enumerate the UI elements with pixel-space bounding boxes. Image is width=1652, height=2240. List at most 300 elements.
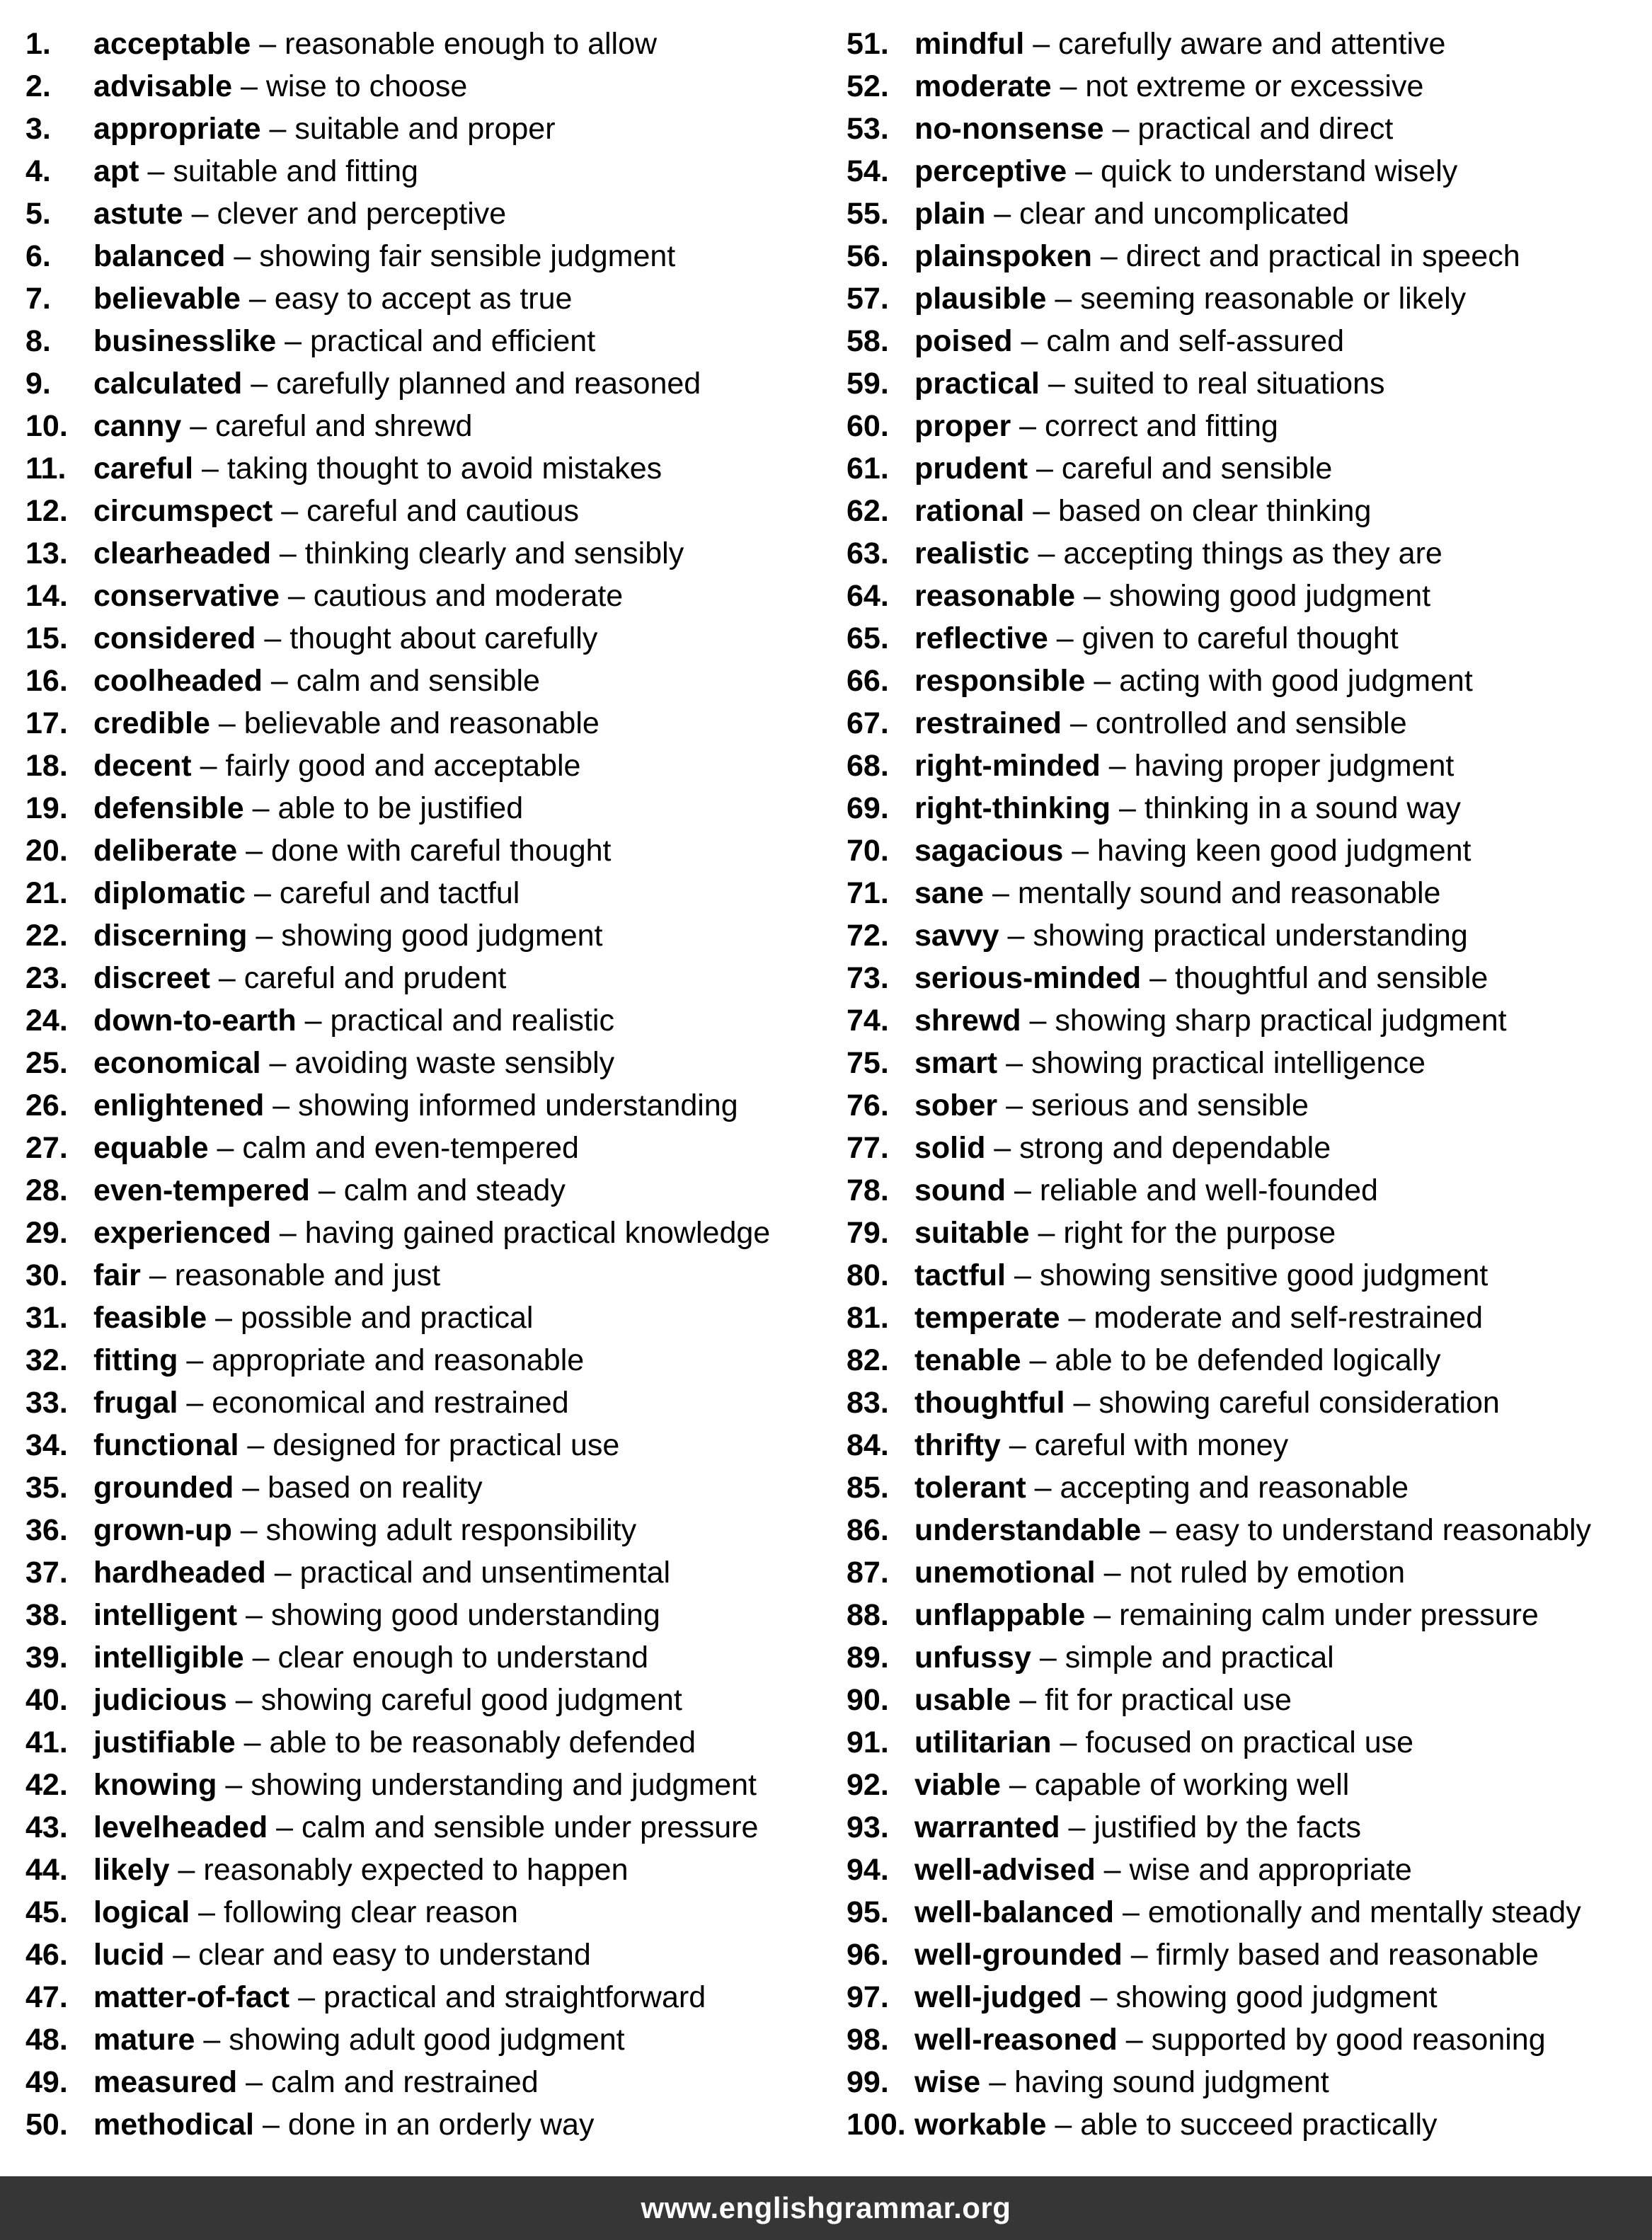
item-number: 58. — [847, 324, 889, 358]
item-word: plainspoken — [914, 239, 1092, 273]
list-item — [25, 150, 839, 193]
item-separator: – — [994, 1131, 1011, 1165]
item-number: 94. — [847, 1853, 889, 1887]
list-item — [847, 660, 1652, 702]
item-number: 24. — [25, 1004, 68, 1038]
item-separator: – — [1075, 154, 1092, 188]
item-separator: – — [1033, 27, 1050, 61]
item-word: functional — [93, 1428, 239, 1462]
item-word: astute — [93, 197, 183, 231]
item-number: 5. — [25, 197, 51, 231]
item-definition: calm and restrained — [271, 2065, 539, 2099]
item-definition: justified by the facts — [1094, 1810, 1361, 1844]
item-definition: careful with money — [1034, 1428, 1289, 1462]
list-item — [25, 405, 839, 447]
item-number: 81. — [847, 1301, 889, 1335]
item-separator: – — [253, 876, 271, 910]
list-item — [847, 1169, 1652, 1212]
item-definition: having keen good judgment — [1097, 834, 1472, 868]
item-word: advisable — [93, 69, 232, 103]
item-word: wise — [914, 2065, 981, 2099]
item-definition: clear and uncomplicated — [1019, 197, 1350, 231]
list-item — [847, 2018, 1652, 2061]
item-separator: – — [1021, 324, 1038, 358]
item-separator: – — [298, 1980, 316, 2014]
item-definition: reasonably expected to happen — [203, 1853, 629, 1887]
item-number: 41. — [25, 1725, 68, 1759]
item-number: 95. — [847, 1895, 889, 1929]
item-word: diplomatic — [93, 876, 246, 910]
item-number: 38. — [25, 1598, 68, 1632]
item-definition: thinking clearly and sensibly — [304, 536, 684, 570]
item-word: workable — [914, 2108, 1047, 2142]
item-number: 21. — [25, 876, 68, 910]
item-word: calculated — [93, 367, 243, 401]
item-definition: serious and sensible — [1031, 1089, 1309, 1122]
item-word: realistic — [914, 536, 1030, 570]
item-definition: seeming reasonable or likely — [1080, 282, 1467, 316]
item-definition: based on reality — [268, 1471, 483, 1505]
item-number: 29. — [25, 1216, 68, 1250]
item-separator: – — [281, 494, 299, 528]
list-item — [25, 999, 839, 1042]
item-word: experienced — [93, 1216, 271, 1250]
item-word: careful — [93, 452, 194, 486]
list-item — [847, 1934, 1652, 1976]
item-number: 73. — [847, 961, 889, 995]
item-number: 57. — [847, 282, 889, 316]
list-item — [25, 829, 839, 872]
item-word: no-nonsense — [914, 112, 1104, 146]
list-item — [847, 1764, 1652, 1806]
list-item — [25, 1339, 839, 1382]
item-number: 87. — [847, 1556, 889, 1590]
item-word: matter-of-fact — [93, 1980, 290, 2014]
item-separator: – — [1033, 494, 1050, 528]
item-number: 46. — [25, 1938, 68, 1972]
item-number: 37. — [25, 1556, 68, 1590]
item-number: 48. — [25, 2023, 68, 2057]
item-separator: – — [264, 621, 282, 655]
list-item — [25, 1127, 839, 1169]
item-definition: direct and practical in speech — [1125, 239, 1520, 273]
item-definition: economical and restrained — [212, 1386, 569, 1420]
item-separator: – — [1094, 1598, 1111, 1632]
item-separator: – — [989, 2065, 1006, 2099]
item-word: hardheaded — [93, 1556, 266, 1590]
word-list-right-column — [847, 23, 1652, 2146]
item-definition: strong and dependable — [1019, 1131, 1331, 1165]
item-word: deliberate — [93, 834, 238, 868]
item-definition: reliable and well-founded — [1039, 1173, 1378, 1207]
item-separator: – — [235, 1683, 253, 1717]
item-definition: careful and prudent — [243, 961, 507, 995]
item-separator: – — [1038, 1216, 1055, 1250]
item-separator: – — [246, 1598, 263, 1632]
item-word: sound — [914, 1173, 1006, 1207]
item-number: 79. — [847, 1216, 889, 1250]
item-definition: not ruled by emotion — [1129, 1556, 1406, 1590]
item-number: 42. — [25, 1768, 68, 1802]
item-word: likely — [93, 1853, 170, 1887]
item-number: 84. — [847, 1428, 889, 1462]
list-item — [25, 277, 839, 320]
item-separator: – — [178, 1853, 195, 1887]
item-definition: clever and perceptive — [217, 197, 507, 231]
item-definition: reasonable and just — [174, 1258, 441, 1292]
item-number: 78. — [847, 1173, 889, 1207]
list-item — [847, 1976, 1652, 2018]
item-definition: careful and shrewd — [215, 409, 473, 443]
item-number: 15. — [25, 621, 68, 655]
item-definition: correct and fitting — [1045, 409, 1278, 443]
list-item — [25, 532, 839, 575]
list-item — [25, 108, 839, 150]
item-definition: acting with good judgment — [1119, 664, 1473, 698]
item-word: serious-minded — [914, 961, 1142, 995]
item-separator: – — [1084, 579, 1101, 613]
item-number: 56. — [847, 239, 889, 273]
list-item — [847, 914, 1652, 957]
item-definition: calm and sensible under pressure — [302, 1810, 759, 1844]
list-item — [25, 914, 839, 957]
item-definition: easy to accept as true — [274, 282, 573, 316]
item-separator: – — [215, 1301, 233, 1335]
item-definition: clear enough to understand — [277, 1641, 649, 1675]
item-separator: – — [1072, 834, 1089, 868]
list-item — [847, 1042, 1652, 1084]
item-definition: calm and steady — [343, 1173, 566, 1207]
item-number: 80. — [847, 1258, 889, 1292]
list-item — [847, 1721, 1652, 1764]
list-item — [25, 1466, 839, 1509]
item-word: well-judged — [914, 1980, 1082, 2014]
list-item — [847, 277, 1652, 320]
item-word: fair — [93, 1258, 141, 1292]
item-separator: – — [1055, 2108, 1072, 2142]
item-separator: – — [256, 919, 273, 953]
item-word: rational — [914, 494, 1025, 528]
item-number: 75. — [847, 1046, 889, 1080]
item-definition: showing good judgment — [281, 919, 603, 953]
item-number: 13. — [25, 536, 68, 570]
item-definition: careful and sensible — [1061, 452, 1333, 486]
item-definition: designed for practical use — [273, 1428, 620, 1462]
item-definition: calm and self-assured — [1046, 324, 1345, 358]
item-number: 74. — [847, 1004, 889, 1038]
item-word: intelligent — [93, 1598, 238, 1632]
item-number: 93. — [847, 1810, 889, 1844]
list-item — [847, 1297, 1652, 1339]
item-definition: fairly good and acceptable — [225, 749, 581, 783]
item-number: 18. — [25, 749, 68, 783]
list-item — [847, 23, 1652, 65]
word-list-left-column — [25, 23, 839, 2146]
item-separator: – — [1069, 706, 1087, 740]
list-item — [25, 1042, 839, 1084]
item-separator: – — [218, 961, 236, 995]
item-word: tenable — [914, 1343, 1021, 1377]
item-separator: – — [242, 1471, 260, 1505]
item-number: 96. — [847, 1938, 889, 1972]
item-separator: – — [240, 1513, 258, 1547]
item-definition: supported by good reasoning — [1151, 2023, 1546, 2057]
item-separator: – — [198, 1895, 216, 1929]
item-number: 50. — [25, 2108, 68, 2142]
item-definition: moderate and self-restrained — [1094, 1301, 1484, 1335]
item-separator: – — [186, 1343, 204, 1377]
list-item — [847, 235, 1652, 277]
item-definition: avoiding waste sensibly — [294, 1046, 615, 1080]
item-separator: – — [1149, 961, 1167, 995]
item-number: 43. — [25, 1810, 68, 1844]
list-item — [25, 1551, 839, 1594]
item-word: credible — [93, 706, 210, 740]
item-separator: – — [994, 197, 1011, 231]
item-number: 16. — [25, 664, 68, 698]
item-definition: practical and efficient — [309, 324, 596, 358]
item-word: defensible — [93, 791, 244, 825]
item-separator: – — [1122, 1895, 1140, 1929]
item-number: 35. — [25, 1471, 68, 1505]
item-separator: – — [225, 1768, 243, 1802]
item-separator: – — [251, 367, 268, 401]
item-separator: – — [1029, 1004, 1047, 1038]
item-separator: – — [1039, 1641, 1057, 1675]
list-item — [25, 2061, 839, 2103]
item-separator: – — [191, 197, 209, 231]
item-word: canny — [93, 409, 182, 443]
list-item — [25, 1212, 839, 1254]
list-item — [847, 702, 1652, 745]
item-number: 36. — [25, 1513, 68, 1547]
item-word: sane — [914, 876, 985, 910]
list-item — [25, 1636, 839, 1679]
list-item — [847, 872, 1652, 914]
item-number: 39. — [25, 1641, 68, 1675]
item-definition: showing practical intelligence — [1031, 1046, 1426, 1080]
list-item — [847, 1509, 1652, 1551]
item-word: feasible — [93, 1301, 207, 1335]
item-number: 89. — [847, 1641, 889, 1675]
item-separator: – — [1119, 791, 1136, 825]
item-number: 2. — [25, 69, 51, 103]
list-item — [847, 999, 1652, 1042]
item-separator: – — [1055, 282, 1072, 316]
item-number: 44. — [25, 1853, 68, 1887]
item-number: 19. — [25, 791, 68, 825]
item-definition: quick to understand wisely — [1100, 154, 1458, 188]
item-word: unflappable — [914, 1598, 1086, 1632]
item-separator: – — [279, 1216, 297, 1250]
item-word: responsible — [914, 664, 1086, 698]
item-word: reasonable — [914, 579, 1076, 613]
item-separator: – — [1103, 1853, 1121, 1887]
item-word: practical — [914, 367, 1040, 401]
item-number: 3. — [25, 112, 51, 146]
list-item — [847, 1127, 1652, 1169]
item-number: 31. — [25, 1301, 68, 1335]
item-word: conservative — [93, 579, 280, 613]
item-definition: accepting and reasonable — [1060, 1471, 1409, 1505]
item-word: knowing — [93, 1768, 217, 1802]
list-item — [25, 575, 839, 617]
list-item — [25, 1764, 839, 1806]
item-definition: having gained practical knowledge — [304, 1216, 771, 1250]
item-definition: remaining calm under pressure — [1119, 1598, 1539, 1632]
item-number: 88. — [847, 1598, 889, 1632]
item-word: proper — [914, 409, 1011, 443]
item-separator: – — [274, 1556, 292, 1590]
list-item — [25, 702, 839, 745]
item-number: 72. — [847, 919, 889, 953]
list-item — [25, 1509, 839, 1551]
list-item — [25, 193, 839, 235]
item-definition: showing informed understanding — [298, 1089, 738, 1122]
item-word: sober — [914, 1089, 998, 1122]
list-item — [847, 1594, 1652, 1636]
item-word: measured — [93, 2065, 238, 2099]
item-definition: easy to understand reasonably — [1175, 1513, 1592, 1547]
item-word: right-minded — [914, 749, 1101, 783]
item-definition: showing understanding and judgment — [251, 1768, 757, 1802]
list-item — [847, 1636, 1652, 1679]
item-number: 49. — [25, 2065, 68, 2099]
item-separator: – — [1068, 1301, 1086, 1335]
item-word: equable — [93, 1131, 209, 1165]
item-word: enlightened — [93, 1089, 265, 1122]
item-definition: not extreme or excessive — [1085, 69, 1424, 103]
list-item — [847, 1551, 1652, 1594]
list-item — [25, 1084, 839, 1127]
list-item — [847, 447, 1652, 490]
item-word: levelheaded — [93, 1810, 268, 1844]
item-definition: clear and easy to understand — [198, 1938, 591, 1972]
item-word: savvy — [914, 919, 999, 953]
item-word: plain — [914, 197, 986, 231]
item-separator: – — [247, 1428, 265, 1462]
item-definition: based on clear thinking — [1058, 494, 1372, 528]
item-number: 47. — [25, 1980, 68, 2014]
item-number: 30. — [25, 1258, 68, 1292]
item-word: grown-up — [93, 1513, 232, 1547]
item-definition: wise to choose — [265, 69, 468, 103]
item-word: warranted — [914, 1810, 1060, 1844]
item-definition: showing careful consideration — [1099, 1386, 1500, 1420]
item-definition: thoughtful and sensible — [1175, 961, 1488, 995]
item-definition: showing sensitive good judgment — [1039, 1258, 1488, 1292]
item-definition: cautious and moderate — [313, 579, 624, 613]
item-separator: – — [1149, 1513, 1167, 1547]
item-definition: having sound judgment — [1014, 2065, 1329, 2099]
item-number: 23. — [25, 961, 68, 995]
list-item — [847, 108, 1652, 150]
item-number: 90. — [847, 1683, 889, 1717]
list-item — [25, 447, 839, 490]
item-word: logical — [93, 1895, 190, 1929]
item-number: 100. — [847, 2108, 906, 2142]
item-word: discreet — [93, 961, 210, 995]
item-separator: – — [186, 1386, 204, 1420]
item-number: 98. — [847, 2023, 889, 2057]
item-number: 25. — [25, 1046, 68, 1080]
item-separator: – — [1038, 536, 1055, 570]
item-number: 1. — [25, 27, 51, 61]
item-separator: – — [201, 452, 219, 486]
item-word: viable — [914, 1768, 1001, 1802]
item-word: prudent — [914, 452, 1028, 486]
list-item — [25, 1806, 839, 1849]
item-word: frugal — [93, 1386, 178, 1420]
item-definition: possible and practical — [240, 1301, 534, 1335]
item-word: judicious — [93, 1683, 227, 1717]
item-number: 20. — [25, 834, 68, 868]
item-word: thoughtful — [914, 1386, 1065, 1420]
list-item — [25, 1976, 839, 2018]
item-number: 9. — [25, 367, 51, 401]
item-number: 71. — [847, 876, 889, 910]
item-definition: practical and direct — [1137, 112, 1394, 146]
item-separator: – — [147, 154, 165, 188]
list-item — [847, 617, 1652, 660]
list-item — [847, 405, 1652, 447]
item-definition: practical and unsentimental — [299, 1556, 671, 1590]
item-number: 45. — [25, 1895, 68, 1929]
item-definition: careful and cautious — [306, 494, 580, 528]
footer-website-link[interactable]: www.englishgrammar.org — [641, 2191, 1011, 2224]
item-separator: – — [149, 1258, 166, 1292]
list-item — [25, 2103, 839, 2146]
item-word: economical — [93, 1046, 261, 1080]
item-separator: – — [269, 112, 287, 146]
list-item — [25, 1594, 839, 1636]
item-word: well-advised — [914, 1853, 1096, 1887]
item-separator: – — [1073, 1386, 1091, 1420]
list-item — [847, 1806, 1652, 1849]
item-definition: practical and straightforward — [323, 1980, 706, 2014]
item-number: 60. — [847, 409, 889, 443]
item-separator: – — [173, 1938, 190, 1972]
item-definition: calm and even-tempered — [242, 1131, 579, 1165]
item-separator: – — [1090, 1980, 1108, 2014]
item-separator: – — [285, 324, 302, 358]
item-definition: emotionally and mentally steady — [1147, 1895, 1581, 1929]
list-item — [25, 1679, 839, 1721]
item-separator: – — [1034, 1471, 1052, 1505]
item-definition: done in an orderly way — [287, 2108, 595, 2142]
item-definition: showing good judgment — [1108, 579, 1431, 613]
item-word: poised — [914, 324, 1013, 358]
list-item — [847, 1466, 1652, 1509]
item-definition: done with careful thought — [270, 834, 612, 868]
item-number: 14. — [25, 579, 68, 613]
item-word: fitting — [93, 1343, 178, 1377]
item-separator: – — [1130, 1938, 1148, 1972]
item-number: 70. — [847, 834, 889, 868]
list-item — [25, 23, 839, 65]
item-separator: – — [246, 2065, 263, 2099]
item-separator: – — [190, 409, 207, 443]
item-number: 34. — [25, 1428, 68, 1462]
list-item — [847, 2061, 1652, 2103]
item-definition: able to be defended logically — [1055, 1343, 1441, 1377]
item-word: utilitarian — [914, 1725, 1052, 1759]
list-item — [25, 1169, 839, 1212]
item-word: plausible — [914, 282, 1047, 316]
item-separator: – — [203, 2023, 221, 2057]
item-definition: suitable and fitting — [173, 154, 418, 188]
item-definition: showing good understanding — [270, 1598, 660, 1632]
